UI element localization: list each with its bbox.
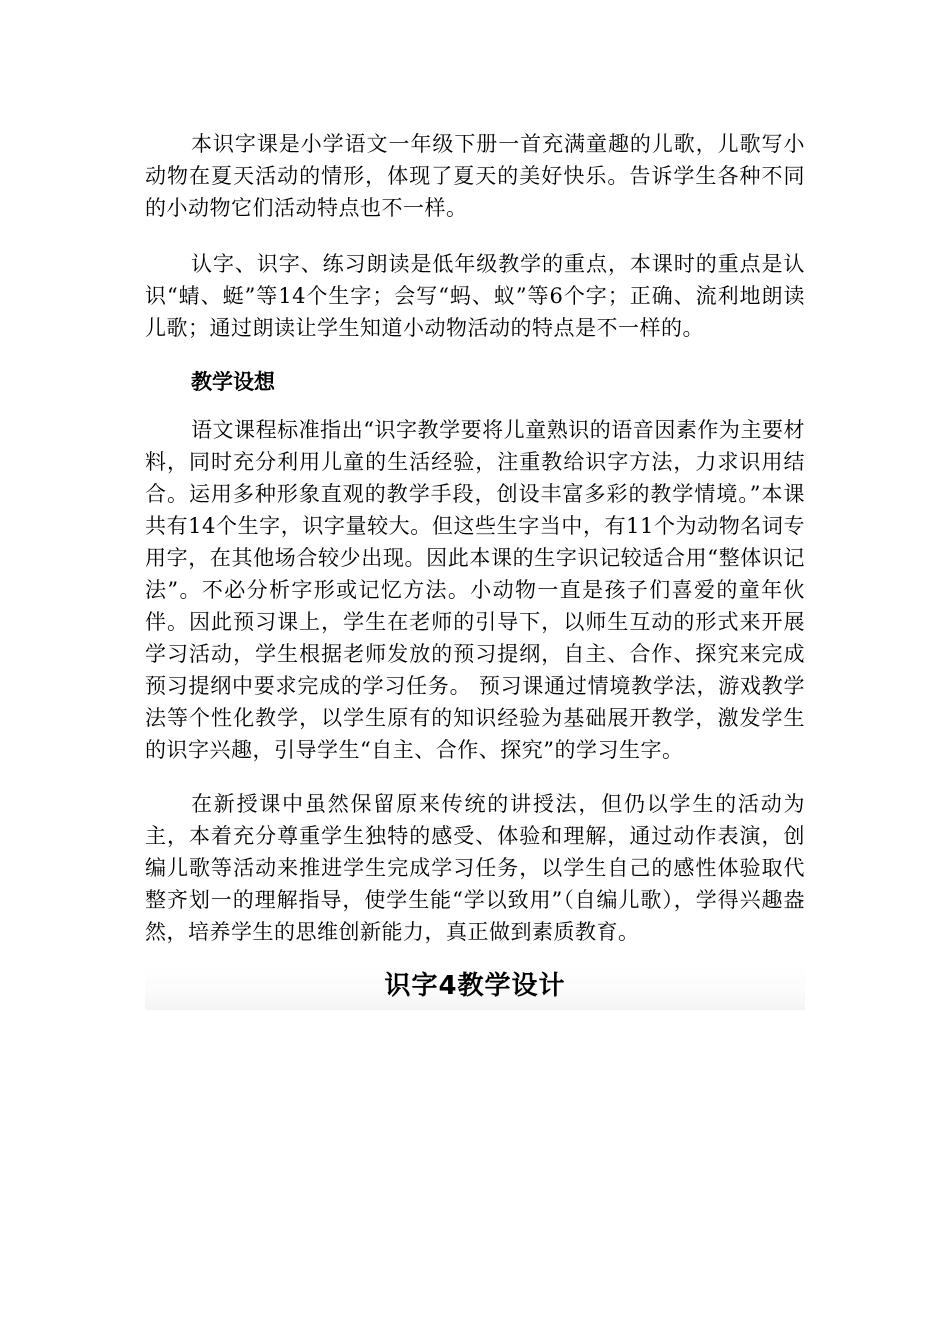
document-body <box>145 128 805 1010</box>
teaching-idea-paragraph: 语文课程标准指出“识字教学要将儿童熟识的语音因素作为主要材料，同时充分利用儿童的生活经验，注重教给识字方法，力求识用结合。运用多种形象直观的教学手段，创设丰富多彩的教学情境。”本课共有14个生字，识字量较大。但这些生字当中，有11个为动物名词专用字，在其他场合较少出现。因此本课的生字识记较适合用“整体识记法”。不必分析字形或记忆方法。小动物一直是孩子们喜爱的童年伙伴。因此预习课上，学生在老师的引导下，以师生互动的形式来开展学习活动，学生根据老师发放的预习提纲，自主、合作、探究来完成预习提纲中要求完成的学习任务。 预习课通过情境教学法，游戏教学法等个性化教学，以学生原有的知识经验为基础展开教学，激发学生的识字兴趣，引导学生“自主、合作、探究”的学习生字。 <box>145 418 805 762</box>
document-title: 识字4教学设计 <box>384 971 566 1001</box>
new-lesson-paragraph: 在新授课中虽然保留原来传统的讲授法，但仍以学生的活动为主，本着充分尊重学生独特的感受、体验和理解，通过动作表演，创编儿歌等活动来推进学生完成学习任务，以学生自己的感性体验取代整齐划一的理解指导，使学生能“学以致用”（自编儿歌），学得兴趣盎然，培养学生的思维创新能力，真正做到素质教育。 <box>145 792 805 944</box>
focus-paragraph: 认字、识字、练习朗读是低年级教学的重点，本课时的重点是认识“蜻、蜓”等14个生字；会写“蚂、蚁”等6个字；正确、流利地朗读儿歌；通过朗读让学生知道小动物活动的特点是不一样的。 <box>145 252 805 340</box>
section-heading: 教学设想 <box>191 370 275 394</box>
title-bar <box>145 964 805 1010</box>
intro-paragraph: 本识字课是小学语文一年级下册一首充满童趣的儿歌，儿歌写小动物在夏天活动的情形，体现了夏天的美好快乐。告诉学生各种不同的小动物它们活动特点也不一样。 <box>145 132 805 220</box>
